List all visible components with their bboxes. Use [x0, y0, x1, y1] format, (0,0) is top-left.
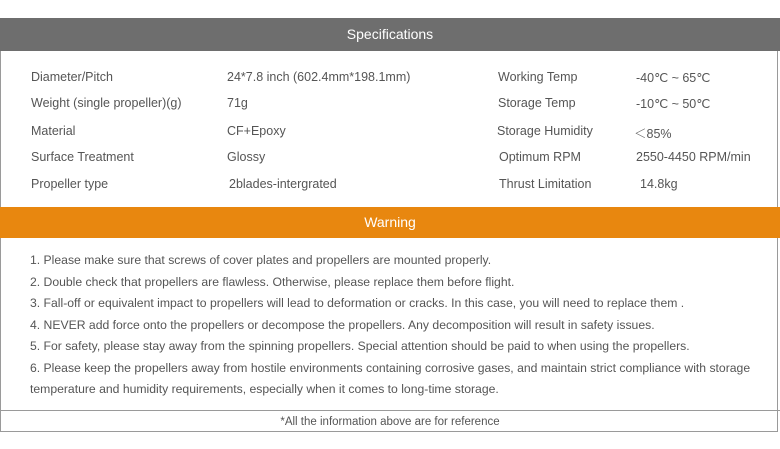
spec-value-diameter: 24*7.8 inch (602.4mm*198.1mm) — [227, 70, 411, 84]
spec-label-storage-humidity: Storage Humidity — [497, 124, 593, 138]
spec-label-propeller-type: Propeller type — [31, 177, 109, 191]
warning-item-1: 1. Please make sure that screws of cover plates and propellers are mounted properly. — [30, 253, 492, 267]
warning-item-6: 6. Please keep the propellers away from hostile environments containing corrosive gases, and maintain strict compliance with storage temperature and humidity requirements, especially when it comes to long-time storage. — [30, 360, 751, 396]
spec-label-optimum-rpm: Optimum RPM — [499, 150, 581, 164]
specifications-title: Specifications — [346, 26, 434, 42]
warning-list — [30, 250, 760, 401]
spec-value-material: CF+Epoxy — [227, 124, 286, 138]
spec-label-material: Material — [31, 124, 76, 138]
spec-label-diameter: Diameter/Pitch — [31, 70, 113, 84]
warning-item-4: 4. NEVER add force onto the propellers or decompose the propellers. Any decomposition will result in safety issues. — [30, 317, 655, 332]
warning-item-2: 2. Double check that propellers are flawless. Otherwise, please replace them before flight. — [30, 274, 515, 289]
spec-label-thrust: Thrust Limitation — [499, 177, 592, 191]
spec-value-surface: Glossy — [227, 150, 266, 164]
footer-divider — [0, 410, 780, 411]
spec-value-working-temp: -40℃ ~ 65℃ — [636, 71, 711, 85]
warning-header — [0, 207, 780, 238]
spec-label-working-temp: Working Temp — [498, 70, 578, 84]
spec-label-surface: Surface Treatment — [31, 150, 134, 164]
warning-item-5: 5. For safety, please stay away from the spinning propellers. Special attention should be paid to when using the propellers. — [30, 339, 690, 353]
spec-label-storage-temp: Storage Temp — [498, 96, 576, 110]
spec-value-storage-temp: -10℃ ~ 50℃ — [636, 97, 711, 111]
spec-label-weight: Weight (single propeller)(g) — [31, 96, 182, 110]
spec-value-thrust: 14.8kg — [640, 177, 678, 191]
footnote: *All the information above are for reference — [280, 416, 500, 428]
spec-value-weight: 71g — [227, 96, 248, 110]
spec-value-optimum-rpm: 2550-4450 RPM/min — [636, 150, 751, 164]
warning-title: Warning — [364, 214, 416, 230]
specifications-table — [0, 51, 780, 207]
spec-value-storage-humidity: ＜85% — [634, 127, 672, 141]
warning-item-3: 3. Fall-off or equivalent impact to propellers will lead to deformation or cracks. In this case, you will need to replace them . — [30, 296, 685, 310]
specifications-header — [0, 18, 780, 51]
spec-value-propeller-type: 2blades-intergrated — [229, 177, 337, 191]
